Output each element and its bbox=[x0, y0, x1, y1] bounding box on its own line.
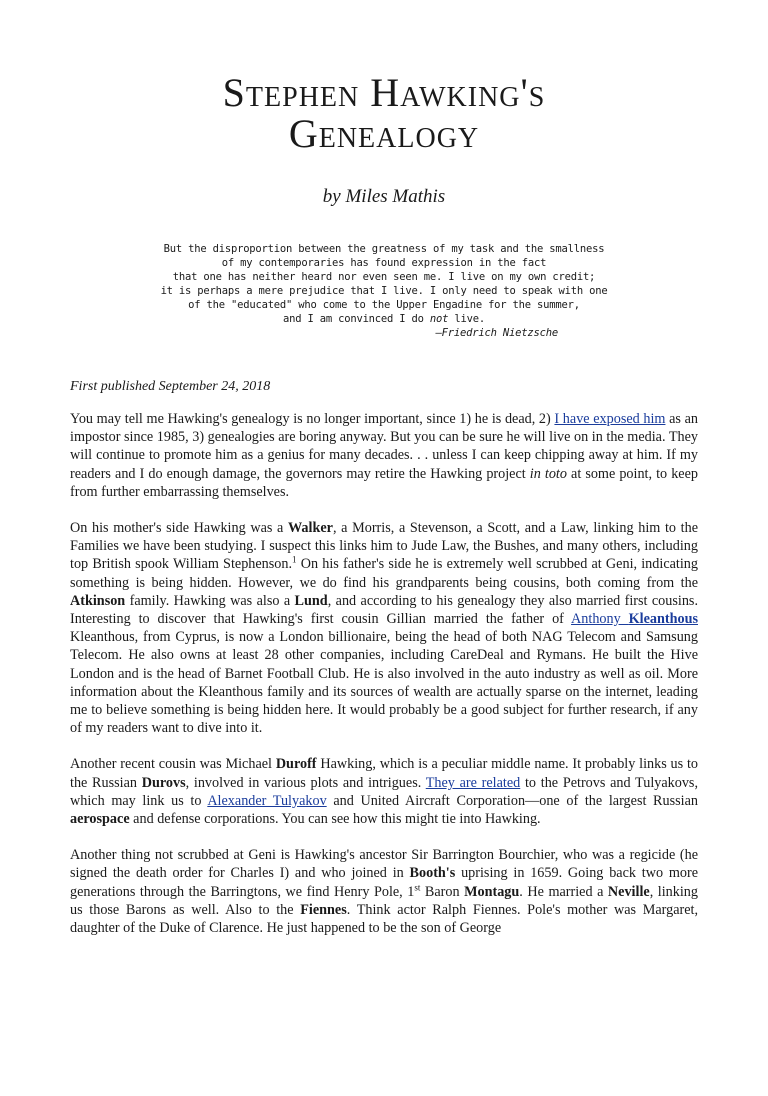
bold-name: Fiennes bbox=[300, 901, 347, 918]
bold-name: Atkinson bbox=[70, 592, 126, 609]
epigraph-line: it is perhaps a mere prejudice that I live. I only need to speak with one bbox=[160, 285, 608, 297]
text-run: at some point, to keep from further embarrassing themselves. bbox=[70, 465, 698, 500]
text-run: , and according to his genealogy they also married first cousins. Interesting to discover that Hawking's first cousin Gillian married the father of bbox=[70, 592, 698, 628]
text-run: uprising in 1659. Going back two more generations through the Barringtons, we find Henry Pole, 1 bbox=[70, 865, 698, 900]
text-run: Hawking, which is a peculiar middle name. It probably links us to the Russian bbox=[70, 756, 699, 791]
text-run: . Think actor Ralph Fiennes. Pole's mother was Margaret, daughter of the Duke of Clarence. He just happened to be the son of George bbox=[70, 901, 699, 937]
bold-name: Montagu bbox=[464, 883, 520, 900]
paragraph-2 bbox=[70, 519, 698, 737]
text-run: Another recent cousin was Michael bbox=[70, 756, 276, 773]
title-line-2: Genealogy bbox=[288, 111, 480, 156]
epigraph bbox=[70, 242, 698, 340]
footnote-marker: 1 bbox=[292, 554, 297, 565]
bold-name: Booth's bbox=[409, 865, 456, 882]
text-run: You may tell me Hawking's genealogy is no longer important, since 1) he is dead, 2) bbox=[70, 411, 555, 427]
text-run: . He married a bbox=[519, 883, 608, 900]
emphasis-in-toto: in toto bbox=[529, 465, 567, 482]
ordinal-superscript: st bbox=[414, 881, 421, 892]
text-run: to the Petrovs and Tulyakovs, which may link us to bbox=[70, 774, 699, 809]
text-run: and defense corporations. You can see how this might tie into Hawking. bbox=[129, 811, 541, 828]
text-run: Another thing not scrubbed at Geni is Hawking's ancestor Sir Barrington Bourchier, who was a regicide (he signed the death order for Charles I) and who joined in bbox=[70, 847, 698, 882]
text-run: , linking us those Barons as well. Also to the bbox=[70, 883, 698, 918]
epigraph-line: But the disproportion between the greatness of my task and the smallness bbox=[163, 243, 605, 255]
epigraph-line: of the "educated" who come to the Upper Engadine for the summer, bbox=[188, 299, 580, 311]
paragraph-1 bbox=[70, 410, 698, 501]
publication-date: First published September 24, 2018 bbox=[70, 379, 271, 394]
epigraph-line: that one has neither heard nor even seen me. I live on my own credit; bbox=[172, 271, 596, 283]
bold-name: Lund bbox=[294, 592, 328, 609]
link-they-are-related[interactable]: They are related bbox=[425, 774, 521, 791]
byline: by Miles Mathis bbox=[322, 186, 446, 207]
bold-name: Neville bbox=[607, 883, 650, 900]
epigraph-text: live. bbox=[448, 313, 486, 325]
bold-word: aerospace bbox=[70, 811, 130, 828]
bold-name: Durovs bbox=[141, 774, 186, 791]
text-run: , a Morris, a Stevenson, a Scott, and a Law, linking him to the Families we have been studying. I suspect this links him to Jude Law, the Bushes, and many others, including top British spook William Stephenson. bbox=[70, 520, 698, 573]
document-page bbox=[0, 72, 768, 1096]
link-text: Anthony bbox=[571, 611, 629, 628]
text-run: and United Aircraft Corporation—one of the largest Russian bbox=[326, 792, 698, 809]
epigraph-text: and I am convinced I do bbox=[282, 313, 430, 325]
epigraph-line bbox=[70, 312, 698, 326]
text-run: , involved in various plots and intrigues. bbox=[185, 774, 426, 791]
bold-name: Walker bbox=[288, 520, 333, 537]
link-anthony-kleanthous[interactable] bbox=[571, 611, 698, 627]
title-line-1: Stephen Hawking's bbox=[222, 70, 546, 115]
paragraph-4 bbox=[70, 846, 698, 937]
link-alexander-tulyakov[interactable]: Alexander Tulyakov bbox=[207, 792, 327, 809]
text-run: On his father's side he is extremely well scrubbed at Geni, indicating something is being hidden. However, we do find his grandparents being cousins, both coming from the bbox=[70, 556, 698, 591]
bold-name: Duroff bbox=[275, 756, 317, 773]
text-run: as an impostor since 1985, 3) genealogies are boring anyway. But you can be sure he will live on in the media. They will continue to promote him as a genius for many decades. . . unless I can keep chipping away at him. If my readers and I do enough damage, the governors may retire the Hawking project bbox=[70, 411, 698, 482]
text-run: family. Hawking was also a bbox=[125, 592, 295, 609]
epigraph-emphasis: not bbox=[429, 313, 449, 325]
epigraph-line: of my contemporaries has found expression in the fact bbox=[221, 257, 547, 269]
text-run: Kleanthous, from Cyprus, is now a London billionaire, being the head of both NAG Telecom and Samsung Telecom. He also owns at least 28 other companies, including CareDeal and Rymans. He built the Hive London and is the head of Barnet Football Club. He is also involved in the auto industry as well as oil. More information about the Kleanthous family and its sources of wealth are actually sparse on the internet, leading me to believe something is being hidden here. It would probably be a good subject for further research, if any of my readers want to dive into it. bbox=[70, 629, 698, 737]
link-text-bold: Kleanthous bbox=[628, 611, 698, 628]
text-run: Baron bbox=[420, 883, 465, 900]
epigraph-attribution: —Friedrich Nietzsche bbox=[435, 327, 558, 339]
paragraph-3 bbox=[70, 755, 698, 828]
text-run: On his mother's side Hawking was a bbox=[70, 520, 289, 537]
document-title bbox=[70, 72, 698, 154]
link-i-have-exposed-him[interactable]: I have exposed him bbox=[554, 411, 666, 427]
